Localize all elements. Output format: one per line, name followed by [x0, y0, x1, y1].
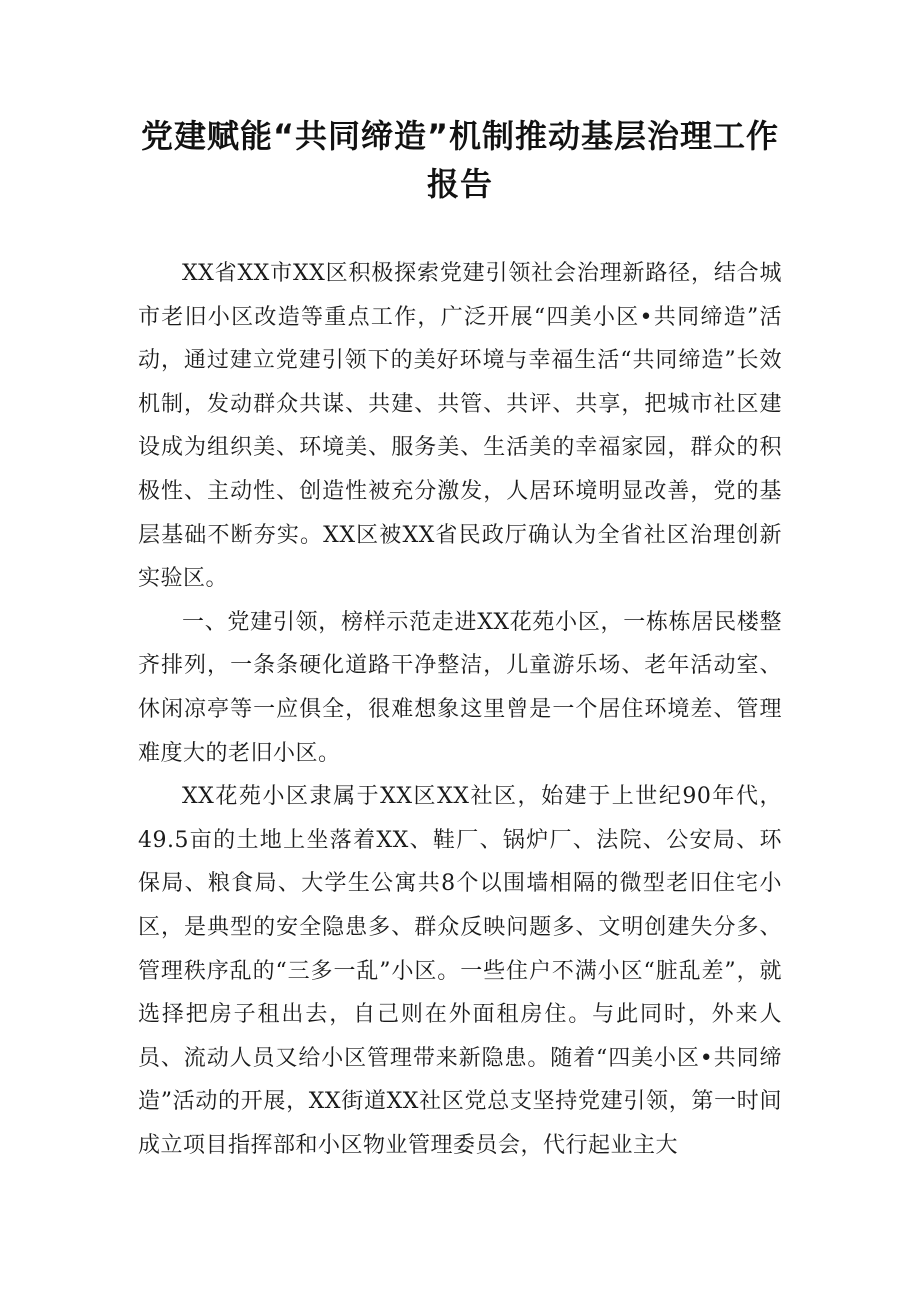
document-body	[138, 252, 782, 1167]
document-title: 党建赋能“共同缔造”机制推动基层治理工作报告	[140, 117, 780, 203]
body-paragraph-2: 一、党建引领，榜样示范走进XX花苑小区，一栋栋居民楼整齐排列，一条条硬化道路干净整洁，儿童游乐场、老年活动室、休闲凉亭等一应俱全，很难想象这里曾是一个居住环境差、管理难度大的老旧小区。	[138, 609, 782, 766]
body-paragraph-3: XX花苑小区隶属于XX区XX社区，始建于上世纪90年代，49.5亩的土地上坐落着XX、鞋厂、锅炉厂、法院、公安局、环保局、粮食局、大学生公寓共8个以围墙相隔的微型老旧住宅小区，是典型的安全隐患多、群众反映问题多、文明创建失分多、管理秩序乱的“三多一乱”小区。一些住户不满小区“脏乱差”，就选择把房子租出去，自己则在外面租房住。与此同时，外来人员、流动人员又给小区管理带来新隐患。随着“四美小区•共同缔造”活动的开展，XX街道XX社区党总支坚持党建引领，第一时间成立项目指挥部和小区物业管理委员会，代行起业主大	[138, 784, 782, 1158]
body-paragraph-1: XX省XX市XX区积极探索党建引领社会治理新路径，结合城市老旧小区改造等重点工作，广泛开展“四美小区•共同缔造”活动，通过建立党建引领下的美好环境与幸福生活“共同缔造”长效机制，发动群众共谋、共建、共管、共评、共享，把城市社区建设成为组织美、环境美、服务美、生活美的幸福家园，群众的积极性、主动性、创造性被充分激发，人居环境明显改善，党的基层基础不断夯实。XX区被XX省民政厅确认为全省社区治理创新实验区。	[138, 261, 782, 592]
